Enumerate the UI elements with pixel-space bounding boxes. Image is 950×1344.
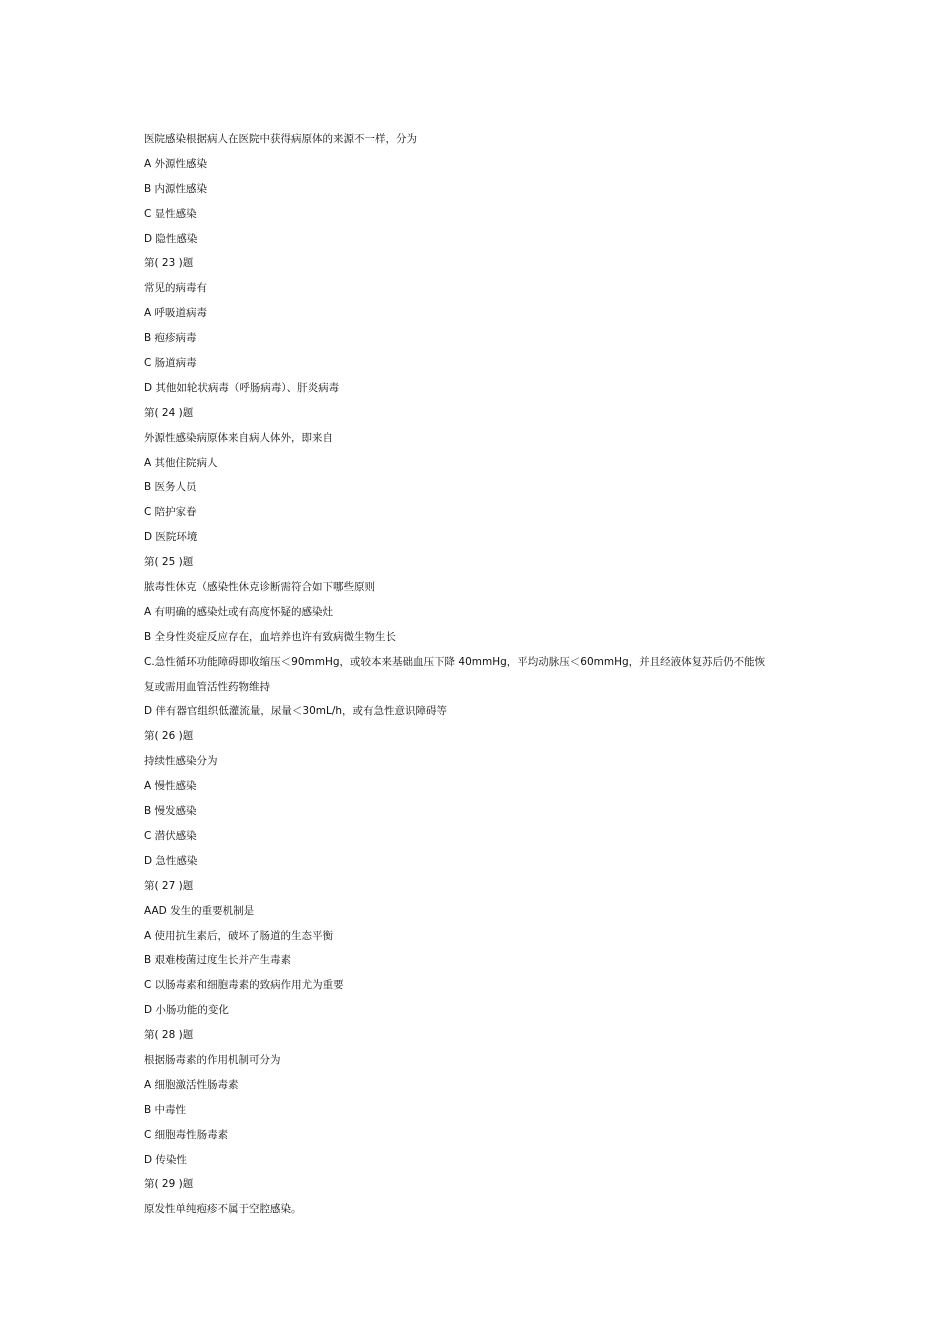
option-d: D 伴有器官组织低灌流量，尿量＜30mL/h，或有急性意识障碍等 [144,705,448,718]
option-a: A 有明确的感染灶或有高度怀疑的感染灶 [144,605,334,618]
option-c: C 显性感染 [144,207,197,220]
document-page [144,127,824,1222]
question-number: 第( 23 )题 [144,257,194,270]
option-c: C 肠道病毒 [144,357,197,370]
question-number: 第( 29 )题 [144,1178,194,1191]
option-c-continued: 复或需用血管活性药物维持 [144,680,270,693]
option-b: B 慢发感染 [144,805,197,818]
option-d: D 急性感染 [144,854,198,867]
option-d: D 小肠功能的变化 [144,1004,229,1017]
option-a: A 外源性感染 [144,157,208,170]
option-b: B 艰难梭菌过度生长并产生毒素 [144,954,292,967]
question-number: 第( 25 )题 [144,556,194,569]
question-stem-22: 医院感染根据病人在医院中获得病原体的来源不一样，分为 [144,133,417,145]
option-b: B 内源性感染 [144,182,208,195]
option-b: B 全身性炎症反应存在，血培养也许有致病微生物生长 [144,630,397,643]
option-c: C 以肠毒素和细胞毒素的致病作用尤为重要 [144,979,344,992]
question-stem: 常见的病毒有 [144,282,207,295]
question-stem: AAD 发生的重要机制是 [144,904,255,917]
option-b: B 疱疹病毒 [144,332,197,345]
option-d: D 传染性 [144,1153,187,1166]
option-b: B 医务人员 [144,481,197,494]
option-a: A 其他住院病人 [144,456,218,469]
question-stem: 根据肠毒素的作用机制可分为 [144,1053,281,1066]
question-stem: 外源性感染病原体来自病人体外，即来自 [144,431,333,444]
question-number: 第( 24 )题 [144,406,194,419]
question-number: 第( 27 )题 [144,879,194,892]
option-d: D 隐性感染 [144,232,198,245]
question-stem: 持续性感染分为 [144,755,218,768]
question-stem: 脓毒性休克（感染性休克诊断需符合如下哪些原则 [144,581,375,594]
option-a: A 呼吸道病毒 [144,307,208,320]
option-a: A 慢性感染 [144,780,197,793]
question-stem: 原发性单纯疱疹不属于空腔感染。 [144,1203,302,1216]
question-number: 第( 28 )题 [144,1029,194,1042]
question-number: 第( 26 )题 [144,730,194,743]
option-c: C.急性循环功能障碍即收缩压＜90mmHg，或较本来基础血压下降 40mmHg，平均动脉压＜60mmHg，并且经液体复苏后仍不能恢 [144,655,766,668]
option-c: C 陪护家眷 [144,506,197,519]
option-a: A 细胞激活性肠毒素 [144,1078,239,1091]
option-c: C 潜伏感染 [144,829,197,842]
option-a: A 使用抗生素后，破坏了肠道的生态平衡 [144,929,334,942]
option-c: C 细胞毒性肠毒素 [144,1128,229,1141]
option-b: B 中毒性 [144,1103,187,1116]
option-d: D 医院环境 [144,531,198,544]
option-d: D 其他如轮状病毒（呼肠病毒）、肝炎病毒 [144,381,340,394]
